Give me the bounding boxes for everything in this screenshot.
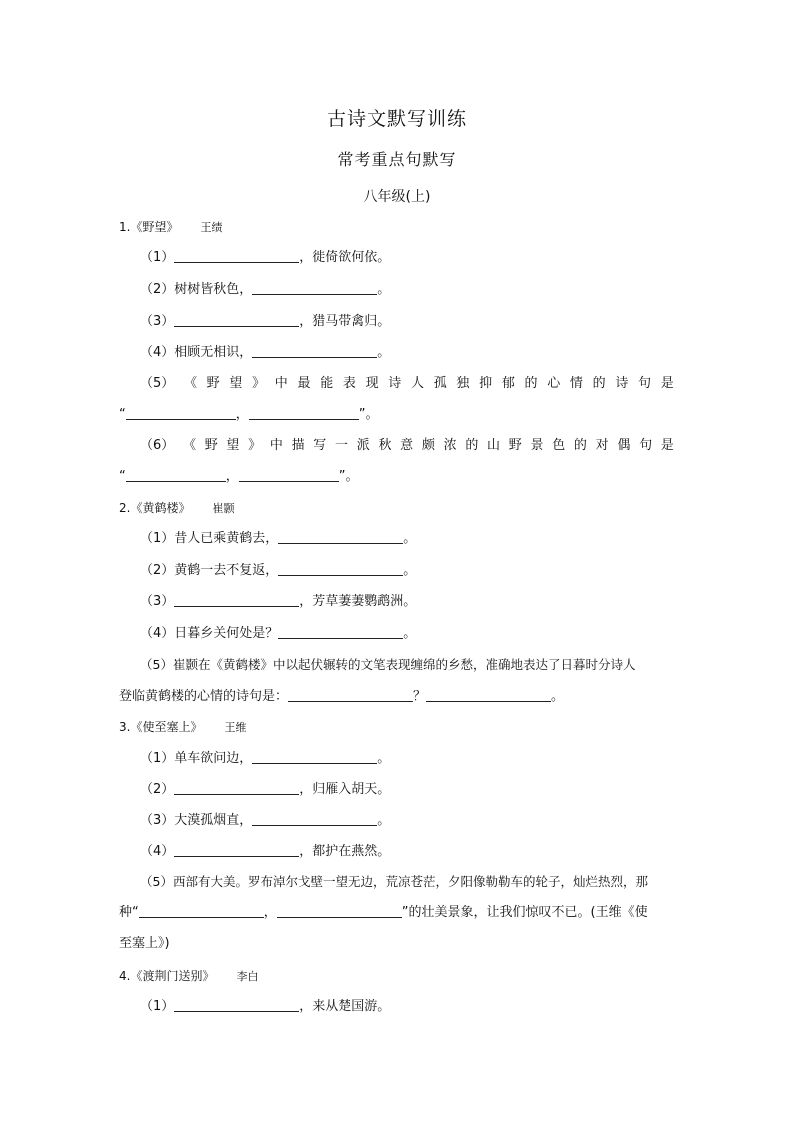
answer-blank[interactable] xyxy=(252,812,377,826)
answer-blank[interactable] xyxy=(174,998,299,1012)
poem-author: 王绩 xyxy=(200,221,223,234)
poem-title: 2.《黄鹤楼》 xyxy=(119,501,191,515)
answer-blank[interactable] xyxy=(126,406,236,420)
answer-blank[interactable] xyxy=(288,688,413,702)
question-item: （5）西部有大美。罗布淖尔戈壁一望无边，荒凉苍茫，夕阳像勒勒车的轮子，灿烂热烈，那 xyxy=(140,874,648,889)
question-item-justified: （5） 《 野 望 》 中 最 能 表 现 诗 人 孤 独 抑 郁 的 心 情 的 诗 句 是 xyxy=(140,376,674,391)
poem-author: 王维 xyxy=(224,721,247,734)
answer-blank[interactable] xyxy=(278,530,403,544)
answer-blank[interactable] xyxy=(174,313,299,327)
answer-blank[interactable] xyxy=(252,750,377,764)
answer-blank[interactable] xyxy=(174,249,299,263)
question-item: （1）昔人已乘黄鹤去， 。 xyxy=(140,531,417,546)
answer-blank[interactable] xyxy=(174,593,299,607)
section-heading xyxy=(119,718,246,737)
poem-author: 崔颢 xyxy=(212,502,235,515)
answer-blank[interactable] xyxy=(426,688,551,702)
answer-blank[interactable] xyxy=(252,281,377,295)
question-continuation: 种“ ， ”的壮美景象，让我们惊叹不已。(王维《使 xyxy=(119,905,648,920)
section-heading xyxy=(119,967,258,986)
answer-blank[interactable] xyxy=(174,781,299,795)
answer-blank[interactable] xyxy=(278,562,403,576)
poem-title: 1.《野望》 xyxy=(119,220,179,234)
answer-blank[interactable] xyxy=(126,468,226,482)
page-title: 古诗文默写训练 xyxy=(326,108,467,130)
question-item-justified: （6） 《 野 望 》 中 描 写 一 派 秋 意 颇 浓 的 山 野 景 色 的 对 偶 句 是 xyxy=(140,438,674,453)
poem-title: 4.《渡荆门送别》 xyxy=(119,969,215,983)
question-continuation: “ ， ”。 xyxy=(119,469,359,484)
page-subtitle: 常考重点句默写 xyxy=(337,150,457,169)
question-continuation: “ ， ”。 xyxy=(119,407,379,422)
question-item: （4）相顾无相识， 。 xyxy=(140,345,391,360)
answer-blank[interactable] xyxy=(252,344,377,358)
poem-author: 李白 xyxy=(236,970,259,983)
question-item: （3） ，芳草萋萋鹦鹉洲。 xyxy=(140,594,417,609)
section-heading xyxy=(119,499,234,518)
question-item: （4） ，都护在燕然。 xyxy=(140,844,391,859)
question-item: （5）崔颢在《黄鹤楼》中以起伏辗转的文笔表现缠绵的乡愁，准确地表达了日暮时分诗人 xyxy=(140,657,636,672)
section-heading xyxy=(119,218,222,237)
question-continuation: 至塞上》) xyxy=(119,936,170,951)
question-item: （2） ，归雁入胡天。 xyxy=(140,782,391,797)
question-item: （1） ，来从楚国游。 xyxy=(140,999,391,1014)
answer-blank[interactable] xyxy=(239,468,339,482)
question-continuation: 登临黄鹤楼的心情的诗句是： ？ 。 xyxy=(119,689,565,704)
question-item: （3） ，猎马带禽归。 xyxy=(140,314,391,329)
poem-title: 3.《使至塞上》 xyxy=(119,720,203,734)
answer-blank[interactable] xyxy=(277,904,402,918)
answer-blank[interactable] xyxy=(249,406,359,420)
grade-label: 八年级(上) xyxy=(363,189,431,205)
question-item: （2）黄鹤一去不复返， 。 xyxy=(140,563,417,578)
answer-blank[interactable] xyxy=(278,625,403,639)
question-item: （4）日暮乡关何处是？ 。 xyxy=(140,626,417,641)
question-item: （3）大漠孤烟直， 。 xyxy=(140,813,391,828)
question-item: （1）单车欲问边， 。 xyxy=(140,751,391,766)
answer-blank[interactable] xyxy=(139,904,264,918)
answer-blank[interactable] xyxy=(174,843,299,857)
question-item: （2）树树皆秋色， 。 xyxy=(140,282,391,297)
question-item: （1） ，徙倚欲何依。 xyxy=(140,250,391,265)
